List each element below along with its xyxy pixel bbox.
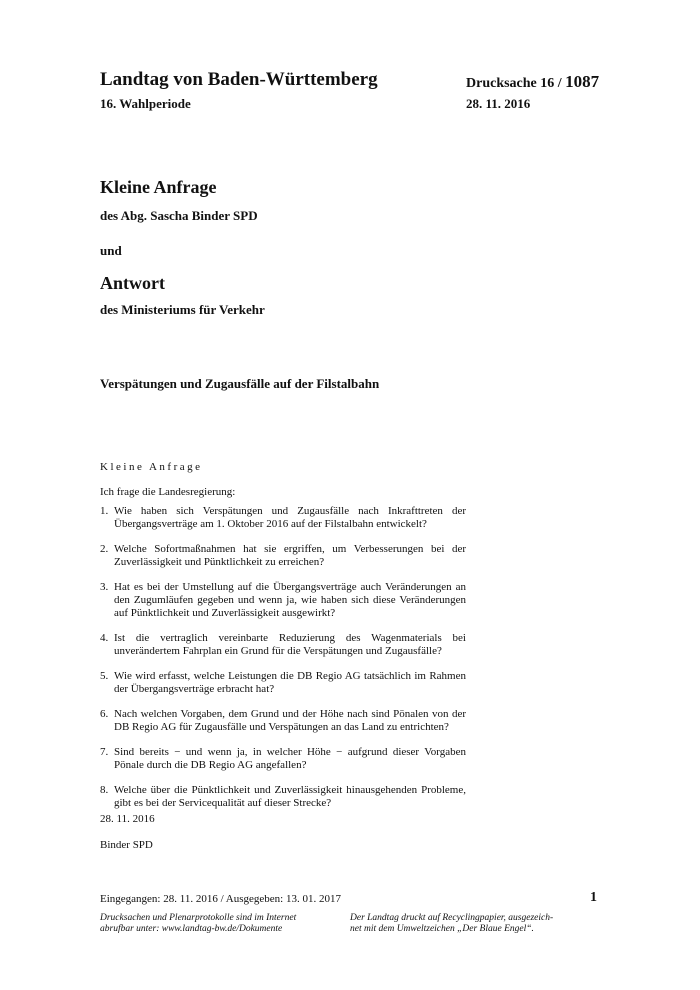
signature-name: Binder SPD (100, 839, 153, 851)
received-issued-line: Eingegangen: 28. 11. 2016 / Ausgegeben: 13. 01. 2017 (100, 893, 341, 905)
legislative-period: 16. Wahlperiode (100, 96, 191, 111)
page-number: 1 (590, 890, 597, 905)
question-number: 2. (100, 543, 109, 555)
intro-text: Ich frage die Landesregierung: (100, 486, 236, 498)
question-list (100, 505, 466, 822)
footer-note-recycling (350, 913, 580, 935)
question-text: Ist die vertraglich vereinbarte Reduzierung des Wagenmaterials bei unverändertem Fahrplan ein Grund für die Verspätungen und Zugausfälle? (114, 632, 466, 657)
question-text: Nach welchen Vorgaben, dem Grund und der Höhe nach sind Pönalen von der DB Regio AG für Zugausfälle und Verspätungen an das Land zu entrichten? (114, 708, 466, 733)
question-text: Sind bereits − und wenn ja, in welcher Höhe − aufgrund dieser Vorgaben Pönale durch die DB Regio AG angefallen? (114, 746, 466, 771)
ministry-line: des Ministeriums für Verkehr (100, 302, 265, 317)
question-number: 8. (100, 784, 109, 796)
footer-note-line: net mit dem Umweltzeichen „Der Blaue Engel“. (350, 924, 534, 934)
list-item (100, 670, 466, 696)
question-text: Welche Sofortmaßnahmen hat sie ergriffen, um Verbesserungen bei der Zuverlässigkeit und Pünktlichkeit zu erreichen? (114, 543, 466, 568)
answer-title: Antwort (100, 273, 165, 293)
question-number: 5. (100, 670, 109, 682)
connector-word: und (100, 243, 122, 258)
question-text: Wie haben sich Verspätungen und Zugausfälle nach Inkrafttreten der Übergangsverträge am 1. Oktober 2016 auf der Filstalbahn entwickelt? (114, 505, 466, 530)
question-text: Wie wird erfasst, welche Leistungen die DB Regio AG tatsächlich im Rahmen der Übergangsverträge erbracht hat? (114, 670, 466, 695)
topic-title: Verspätungen und Zugausfälle auf der Filstalbahn (100, 376, 380, 391)
question-number: 1. (100, 505, 109, 517)
question-text: Hat es bei der Umstellung auf die Übergangsverträge auch Veränderungen an den Zugumläufen gegeben und wenn ja, wie haben sich diese Veränderungen auf Pünktlichkeit und Zuverlässigkeit ausgewirkt? (114, 581, 466, 619)
question-number: 4. (100, 632, 109, 644)
author-line: des Abg. Sascha Binder SPD (100, 208, 258, 223)
drucksache-number: 1087 (565, 72, 600, 91)
footer-note-line: Der Landtag druckt auf Recyclingpapier, ausgezeich- (350, 913, 554, 923)
doc-kind-title: Kleine Anfrage (100, 177, 217, 197)
parliament-name: Landtag von Baden-Württemberg (100, 69, 378, 90)
list-item (100, 505, 466, 531)
footer-note-line: abrufbar unter: www.landtag-bw.de/Dokumente (100, 924, 283, 934)
question-number: 3. (100, 581, 109, 593)
question-number: 7. (100, 746, 109, 758)
section-heading: Kleine Anfrage (100, 461, 203, 473)
footer-note-line: Drucksachen und Plenarprotokolle sind im Internet (100, 913, 297, 923)
drucksache-label (466, 72, 599, 92)
document-date: 28. 11. 2016 (466, 96, 531, 111)
drucksache-prefix: Drucksache 16 / (466, 76, 562, 91)
list-item (100, 581, 466, 620)
list-item (100, 543, 466, 569)
list-item (100, 632, 466, 658)
signature-date: 28. 11. 2016 (100, 813, 155, 825)
question-text: Welche über die Pünktlichkeit und Zuverlässigkeit hinausgehenden Probleme, gibt es bei der Servicequalität auf dieser Strecke? (114, 784, 466, 809)
list-item (100, 746, 466, 772)
list-item (100, 708, 466, 734)
list-item (100, 784, 466, 810)
footer-note-internet (100, 913, 340, 935)
question-number: 6. (100, 708, 109, 720)
